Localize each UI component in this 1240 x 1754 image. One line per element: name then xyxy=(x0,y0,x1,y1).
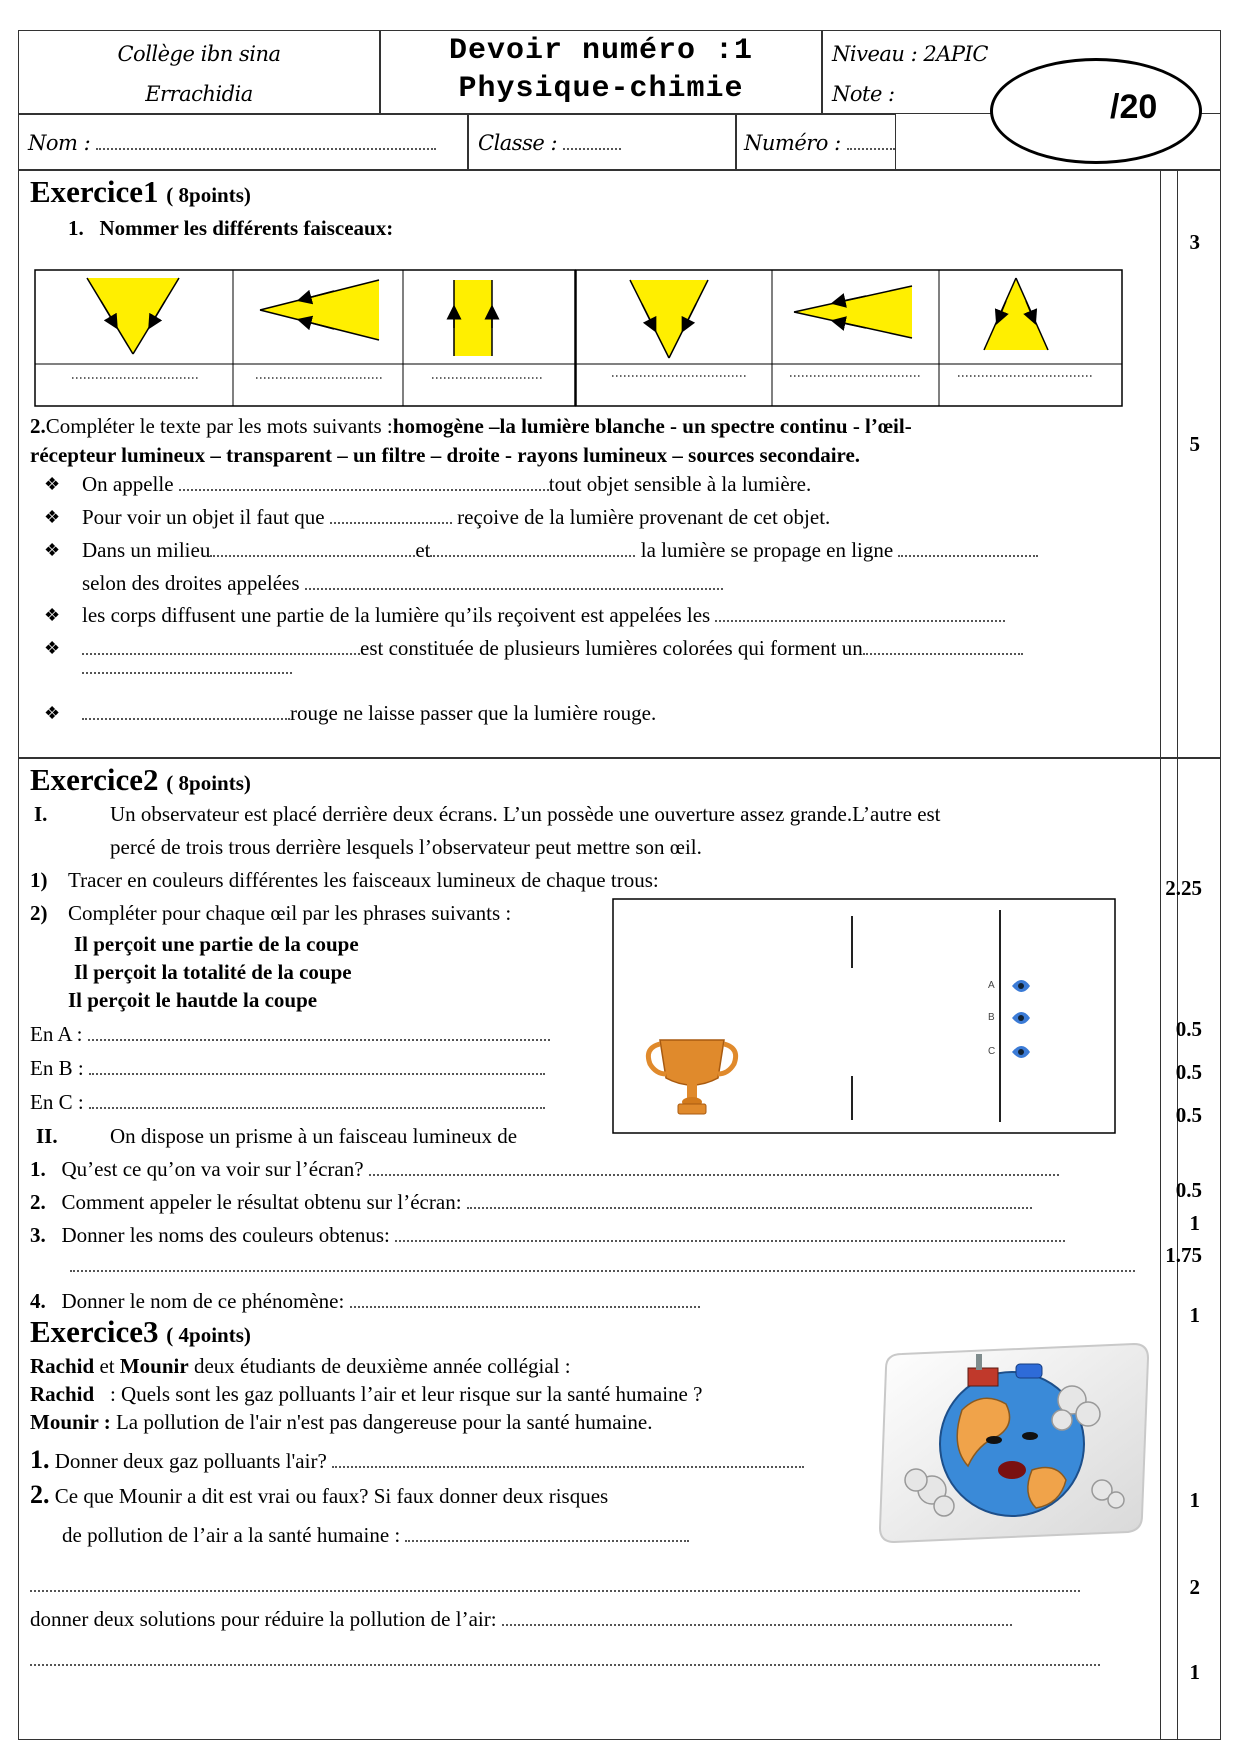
ex1-blank-3a[interactable] xyxy=(210,537,415,557)
ex1-q1 xyxy=(68,214,393,243)
ex3-blank-1[interactable] xyxy=(332,1448,804,1468)
ex2-ii-q1: Qu’est ce qu’on va voir sur l’écran? xyxy=(61,1157,364,1181)
ex3-q2-num: 2. xyxy=(30,1480,50,1509)
score-total: /20 xyxy=(1110,88,1158,126)
ex1-q2-words-2: récepteur lumineux – transparent – un filtre – droite - rayons lumineux – sources secondaire. xyxy=(30,443,861,467)
bullet-2: ❖ xyxy=(44,507,61,527)
polluted-earth-image xyxy=(872,1340,1150,1546)
ex1-sentence-2 xyxy=(82,503,830,532)
exercise2-title xyxy=(30,762,251,798)
ex1-s1b: tout objet sensible à la lumière. xyxy=(548,472,812,496)
ex1-sentence-5 xyxy=(82,634,1023,663)
page-title: Devoir numéro :1 xyxy=(448,34,754,68)
ex2-ii-q2: Comment appeler le résultat obtenu sur l’écran: xyxy=(61,1190,462,1214)
beam-converging-left-1 xyxy=(260,280,379,340)
number-field[interactable] xyxy=(744,130,895,155)
ex1-q1-num: 1. xyxy=(68,216,84,240)
ex2-ii-blank-4[interactable] xyxy=(350,1288,700,1308)
ex3-rachid-line xyxy=(30,1381,702,1407)
ex2-partI-line2: percé de trois trous derrière lesquels l’observateur peut mettre son œil. xyxy=(110,835,702,859)
ex2-ii-q2-num: 2. xyxy=(30,1190,46,1214)
ex3-intro-rachid: Rachid xyxy=(30,1354,95,1378)
ex2-ii-q1-row xyxy=(30,1155,1059,1184)
ex2-ii-q3-num: 3. xyxy=(30,1223,46,1247)
ex1-blank-5b[interactable] xyxy=(863,635,1023,655)
ex1-s5a: est constituée de plusieurs lumières colorées qui forment un xyxy=(360,636,863,660)
ex2-ii-q4: Donner le nom de ce phénomène: xyxy=(61,1289,345,1313)
exercise2-title-text: Exercice2 xyxy=(30,762,159,797)
ex2-ii-blank-3b[interactable] xyxy=(70,1270,1135,1272)
ex1-s6a: rouge ne laisse passer que la lumière rouge. xyxy=(290,701,657,725)
score-oval xyxy=(990,58,1202,164)
ex3-blank-2[interactable] xyxy=(405,1522,689,1542)
bullet-4: ❖ xyxy=(44,605,61,625)
ex2-blank-C[interactable] xyxy=(89,1089,545,1109)
ex1-sentence-3-cont xyxy=(82,569,723,598)
ex2-phrase-3: Il perçoit le hautde la coupe xyxy=(68,988,318,1012)
exercise2-points: ( 8points) xyxy=(166,771,251,795)
ex1-q2-num: 2. xyxy=(30,414,46,438)
ex2-mark-3: 0.5 xyxy=(1175,1060,1202,1084)
label-A: A xyxy=(988,980,995,991)
ex3-mounir-text: La pollution de l'air n'est pas dangereuse pour la santé humaine. xyxy=(115,1410,653,1434)
ex3-intro-and: et xyxy=(99,1354,115,1378)
ex2-q1: Tracer en couleurs différentes les faisceaux lumineux de chaque trous: xyxy=(68,868,659,892)
beam-converging-down-2 xyxy=(630,280,708,358)
ex2-ii-q3: Donner les noms des couleurs obtenus: xyxy=(61,1223,390,1247)
ex1-s4a: les corps diffusent une partie de la lumière qu’ils reçoivent est appelées les xyxy=(82,603,711,627)
ex2-ii-q4-num: 4. xyxy=(30,1289,46,1313)
ex1-s3c: la lumière se propage en ligne xyxy=(640,538,894,562)
class-blank[interactable] xyxy=(563,130,621,150)
ex3-q3: donner deux solutions pour réduire la pollution de l’air: xyxy=(30,1607,497,1631)
beam-diverging-up xyxy=(984,278,1048,350)
name-field[interactable] xyxy=(28,130,436,155)
ex2-mark-4: 0.5 xyxy=(1175,1103,1202,1127)
beams-diagram xyxy=(34,268,1124,410)
class-field[interactable] xyxy=(478,130,621,155)
ex1-s3a: Dans un milieu xyxy=(82,538,211,562)
ex2-enB: En B : xyxy=(30,1056,84,1080)
beam-converging-left-2 xyxy=(794,286,912,338)
bullet-1: ❖ xyxy=(44,474,61,494)
ex2-q1-num: 1) xyxy=(30,868,48,892)
ex3-blank-3[interactable] xyxy=(502,1606,1012,1626)
ex3-mounir-line xyxy=(30,1409,652,1435)
name-blank[interactable] xyxy=(96,130,436,150)
ex2-answer-A[interactable] xyxy=(30,1020,550,1049)
exercise3-points: ( 4points) xyxy=(166,1323,251,1347)
number-label: Numéro : xyxy=(744,131,841,155)
ex3-rachid-text: : Quels sont les gaz polluants l’air et leur risque sur la santé humaine ? xyxy=(109,1382,703,1406)
ex1-q1-text: Nommer les différents faisceaux: xyxy=(99,216,394,240)
ex3-intro-text: deux étudiants de deuxième année collégial : xyxy=(193,1354,571,1378)
ex1-s3d: selon des droites appelées xyxy=(82,571,300,595)
ex1-sentence-4 xyxy=(82,601,1005,630)
ex1-s1a: On appelle xyxy=(82,472,174,496)
observer-diagram xyxy=(612,898,1116,1136)
level-label xyxy=(832,42,988,66)
ex3-mounir-name: Mounir : xyxy=(30,1410,111,1434)
ex1-sentence-3 xyxy=(82,536,1038,565)
ex1-blank-4[interactable] xyxy=(715,602,1005,622)
ex2-partII: On dispose un prisme à un faisceau lumineux de xyxy=(110,1124,518,1148)
level-value: 2APIC xyxy=(923,42,988,66)
ex1-q2-words-1: homogène –la lumière blanche - un spectre continu - l’œil- xyxy=(392,414,912,438)
exercise1-points: ( 8points) xyxy=(166,183,251,207)
ex1-sentence-1 xyxy=(82,470,811,499)
note-label: Note : xyxy=(832,82,895,106)
ex2-enC: En C : xyxy=(30,1090,84,1114)
ex2-q2: Compléter pour chaque œil par les phrases suivants : xyxy=(68,901,512,925)
ex2-mark-2: 0.5 xyxy=(1175,1017,1202,1041)
ex3-q2-line1: Ce que Mounir a dit est vrai ou faux? Si faux donner deux risques xyxy=(54,1484,609,1508)
ex1-blank-5a[interactable] xyxy=(82,635,360,655)
ex2-phrase-1: Il perçoit une partie de la coupe xyxy=(74,932,359,956)
ex2-partI-num: I. xyxy=(34,802,48,826)
ex1-s2b: reçoive de la lumière provenant de cet objet. xyxy=(457,505,831,529)
ex2-ii-blank-3[interactable] xyxy=(395,1222,1065,1242)
ex3-blank-3b[interactable] xyxy=(30,1664,1100,1666)
ex1-blank-6[interactable] xyxy=(82,700,290,720)
ex2-mark-6: 1 xyxy=(1189,1211,1200,1235)
ex2-mark-5: 0.5 xyxy=(1175,1178,1202,1202)
ex2-phrase-2: Il perçoit la totalité de la coupe xyxy=(74,960,352,984)
exercise1-title xyxy=(30,174,251,210)
ex2-ii-blank-2[interactable] xyxy=(467,1189,1032,1209)
ex3-q2-line2-row xyxy=(62,1521,689,1550)
ex2-ii-q4-row xyxy=(30,1287,700,1316)
beam-parallel xyxy=(454,280,492,356)
ex3-q3-row xyxy=(30,1605,1012,1634)
ex1-q2-intro xyxy=(30,412,912,441)
class-label: Classe : xyxy=(478,131,558,155)
exercise3-title-text: Exercice3 xyxy=(30,1314,159,1349)
ex2-mark-1: 2.25 xyxy=(1165,876,1202,900)
ex2-partII-num: II. xyxy=(36,1124,58,1148)
ex3-intro-mounir: Mounir xyxy=(119,1354,189,1378)
exercise3-title xyxy=(30,1314,251,1350)
ex1-mark-2: 5 xyxy=(1189,432,1200,456)
ex1-q2-intro-text: Compléter le texte par les mots suivants : xyxy=(45,414,393,438)
ex3-mark-3: 1 xyxy=(1189,1660,1200,1684)
ex2-answer-B[interactable] xyxy=(30,1054,545,1083)
ex2-q2-num: 2) xyxy=(30,901,48,925)
ex2-ii-blank-1[interactable] xyxy=(369,1156,1059,1176)
ex1-sentence-6 xyxy=(82,699,656,728)
ex1-blank-2[interactable] xyxy=(330,504,452,524)
ex3-intro xyxy=(30,1353,571,1379)
label-B: B xyxy=(988,1012,995,1023)
page-subtitle: Physique-chimie xyxy=(458,72,744,106)
ex3-mark-1: 1 xyxy=(1189,1488,1200,1512)
bullet-6: ❖ xyxy=(44,703,61,723)
ex3-blank-2b[interactable] xyxy=(30,1590,1080,1592)
ex3-rachid-name: Rachid xyxy=(30,1382,95,1406)
ex1-s2a: Pour voir un objet il faut que xyxy=(82,505,325,529)
label-C: C xyxy=(988,1046,996,1057)
ex1-blank-3c[interactable] xyxy=(898,537,1038,557)
ex3-q2-row xyxy=(30,1480,608,1511)
ex1-mark-1: 3 xyxy=(1189,230,1200,254)
ex2-ii-q2-row xyxy=(30,1188,1032,1217)
ex3-q1-num: 1. xyxy=(30,1445,50,1474)
ex1-blank-3b[interactable] xyxy=(430,537,635,557)
ex2-ii-q3-row xyxy=(30,1221,1065,1250)
ex2-blank-A[interactable] xyxy=(88,1021,550,1041)
ex2-mark-7: 1.75 xyxy=(1165,1243,1202,1267)
ex2-answer-C[interactable] xyxy=(30,1088,545,1117)
level-label-text: Niveau : xyxy=(832,42,918,66)
beam-converging-down-1 xyxy=(87,278,179,354)
ex3-q1: Donner deux gaz polluants l'air? xyxy=(54,1449,327,1473)
ex2-blank-B[interactable] xyxy=(89,1055,545,1075)
ex2-enA: En A : xyxy=(30,1022,83,1046)
exercise1-title-text: Exercice1 xyxy=(30,174,159,209)
ex1-s3b: et xyxy=(415,538,431,562)
ex3-mark-2: 2 xyxy=(1189,1575,1200,1599)
ex3-q1-row xyxy=(30,1445,804,1476)
ex1-blank-5c[interactable] xyxy=(82,672,292,674)
number-blank[interactable] xyxy=(847,130,895,150)
bullet-3: ❖ xyxy=(44,540,61,560)
exercise1-marks-column xyxy=(1160,170,1221,758)
ex1-blank-1[interactable] xyxy=(179,471,549,491)
school-name: Collège ibn sina xyxy=(117,42,281,66)
ex1-blank-3d[interactable] xyxy=(305,570,723,590)
school-city: Errachidia xyxy=(145,82,253,106)
ex3-q2-line2: de pollution de l’air a la santé humaine : xyxy=(62,1523,401,1547)
bullet-5: ❖ xyxy=(44,638,61,658)
ex2-mark-8: 1 xyxy=(1189,1303,1200,1327)
name-label: Nom : xyxy=(28,131,91,155)
ex2-ii-q1-num: 1. xyxy=(30,1157,46,1181)
ex2-partI-line1: Un observateur est placé derrière deux écrans. L’un possède une ouverture assez grande.L’autre est xyxy=(110,802,941,826)
